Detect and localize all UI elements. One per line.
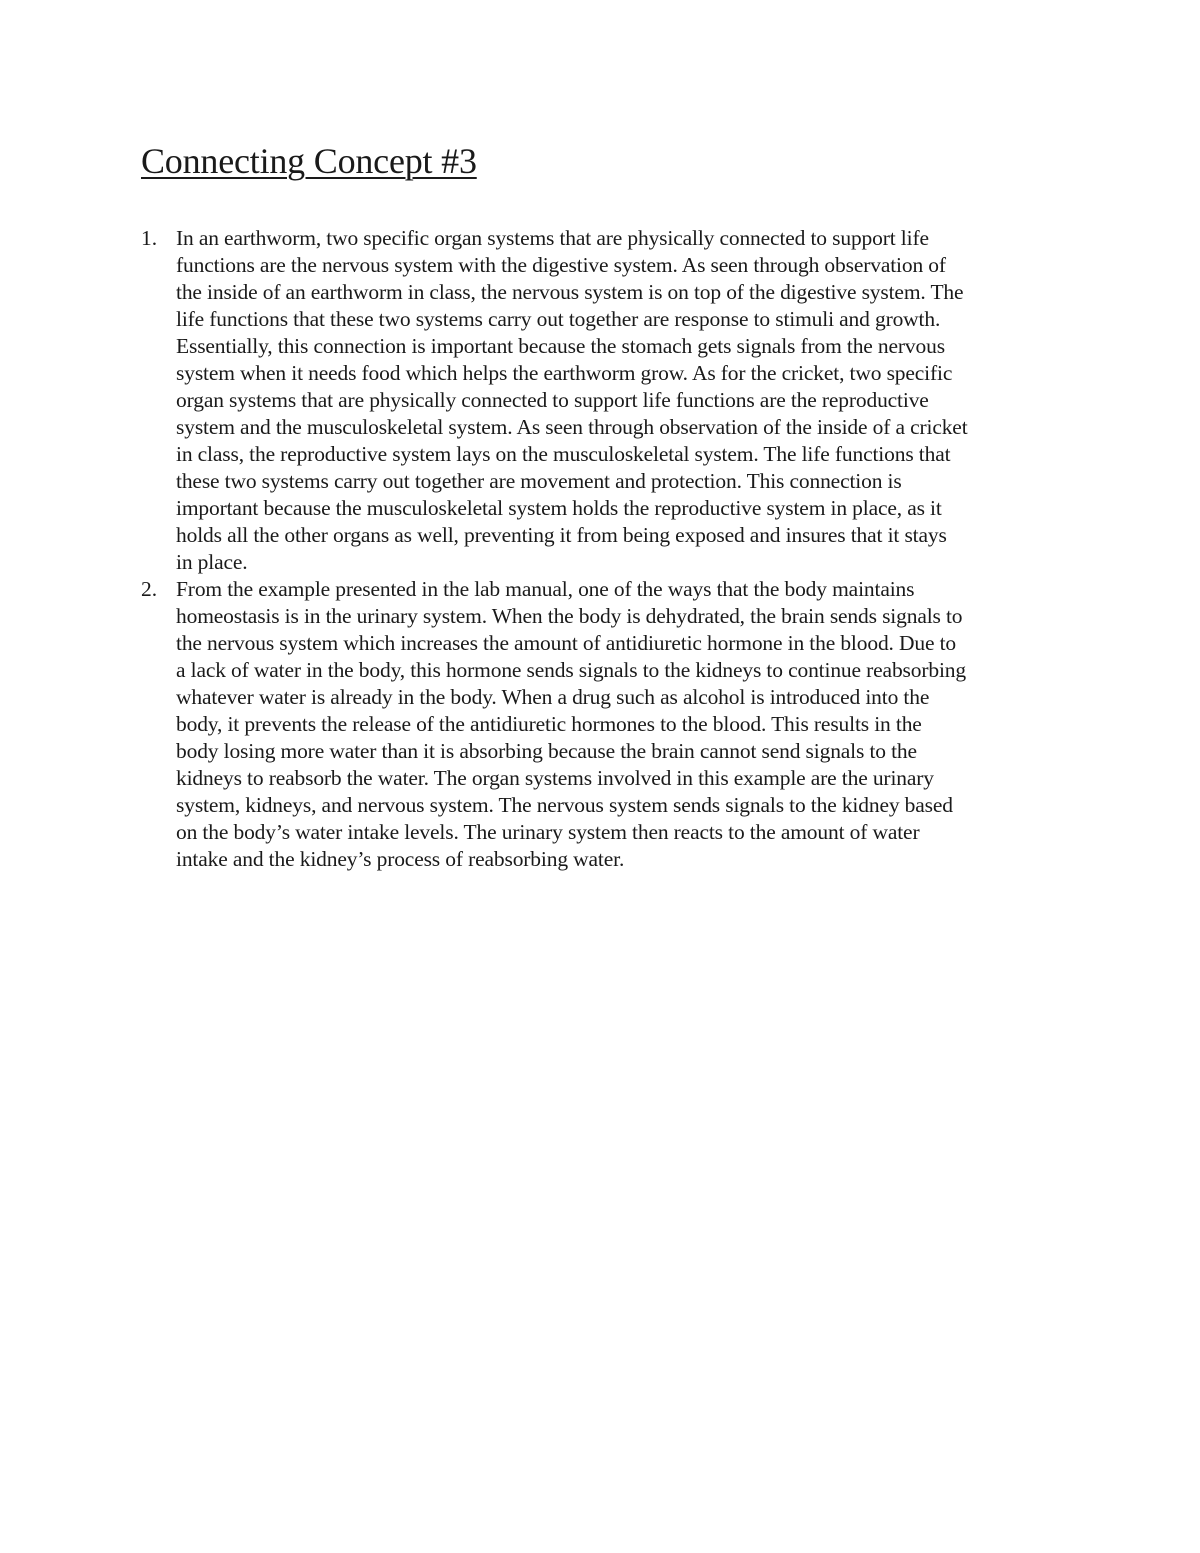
- text-line: in class, the reproductive system lays on the musculoskeletal system. The life functions that: [176, 442, 951, 466]
- text-line: system, kidneys, and nervous system. The nervous system sends signals to the kidney based: [176, 793, 953, 817]
- text-line: system and the musculoskeletal system. As seen through observation of the inside of a cricket: [176, 415, 968, 439]
- text-line: intake and the kidney’s process of reabsorbing water.: [176, 847, 625, 871]
- list-item: [141, 576, 1061, 873]
- list-item: [141, 225, 1061, 576]
- text-line: life functions that these two systems carry out together are response to stimuli and growth.: [176, 307, 941, 331]
- list-item-text: [176, 225, 1061, 576]
- text-line: In an earthworm, two specific organ systems that are physically connected to support life: [176, 226, 929, 250]
- text-line: functions are the nervous system with the digestive system. As seen through observation of: [176, 253, 946, 277]
- text-line: homeostasis is in the urinary system. When the body is dehydrated, the brain sends signals to: [176, 604, 963, 628]
- list-item-number: 2.: [141, 577, 158, 601]
- text-line: system when it needs food which helps the earthworm grow. As for the cricket, two specific: [176, 361, 953, 385]
- text-line: these two systems carry out together are movement and protection. This connection is: [176, 469, 902, 493]
- list-item-text: [176, 576, 1061, 873]
- text-line: holds all the other organs as well, preventing it from being exposed and insures that it stays: [176, 523, 947, 547]
- text-line: whatever water is already in the body. When a drug such as alcohol is introduced into the: [176, 685, 930, 709]
- text-line: Essentially, this connection is important because the stomach gets signals from the nervous: [176, 334, 945, 358]
- page-title: Connecting Concept #3: [141, 141, 477, 181]
- text-line: a lack of water in the body, this hormone sends signals to the kidneys to continue reabsorbing: [176, 658, 966, 682]
- text-line: the inside of an earthworm in class, the nervous system is on top of the digestive system. The: [176, 280, 964, 304]
- text-line: on the body’s water intake levels. The urinary system then reacts to the amount of water: [176, 820, 920, 844]
- numbered-list: [141, 225, 1061, 873]
- text-line: in place.: [176, 550, 248, 574]
- text-line: the nervous system which increases the amount of antidiuretic hormone in the blood. Due to: [176, 631, 957, 655]
- text-line: From the example presented in the lab manual, one of the ways that the body maintains: [176, 577, 915, 601]
- text-line: body losing more water than it is absorbing because the brain cannot send signals to the: [176, 739, 917, 763]
- text-line: kidneys to reabsorb the water. The organ systems involved in this example are the urinary: [176, 766, 934, 790]
- text-line: important because the musculoskeletal system holds the reproductive system in place, as it: [176, 496, 942, 520]
- text-line: body, it prevents the release of the antidiuretic hormones to the blood. This results in the: [176, 712, 922, 736]
- list-item-number: 1.: [141, 226, 158, 250]
- text-line: organ systems that are physically connected to support life functions are the reproductive: [176, 388, 929, 412]
